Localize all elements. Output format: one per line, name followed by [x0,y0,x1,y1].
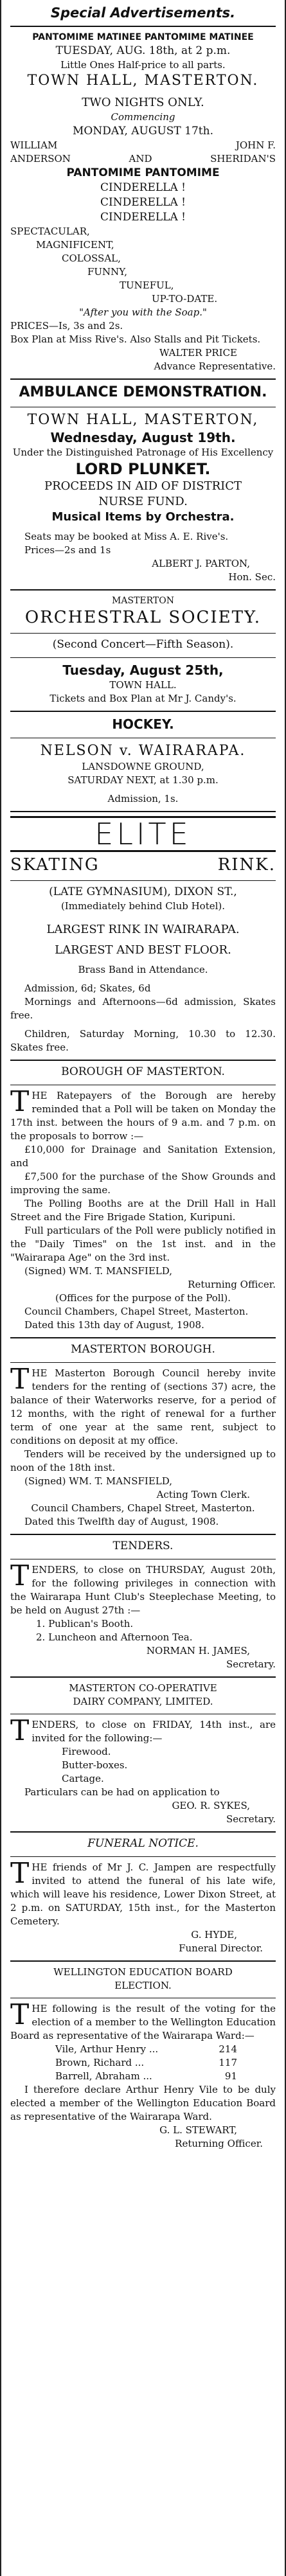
dropcap: T [10,1998,30,2031]
vote-row [10,2070,276,2083]
borough-offices: (Offices for the purpose of the Poll). [55,1292,231,1304]
soap-quote: "After you with the Soap." [79,306,207,318]
election-notice [10,1966,276,2151]
half-price-note: Little Ones Half-price to all parts. [60,59,226,71]
borough-tender-body [10,1363,276,1448]
election-sign: G. L. STEWART, [159,2124,237,2136]
hunt-tender-item-2: 2. Luncheon and Afternoon Tea. [36,1631,193,1643]
dropcap: T [10,1363,30,1396]
divider [10,1060,276,1061]
election-body [10,1998,276,2043]
borough-poll-intro-text: HE Ratepayers of the Borough are hereby reminded that a Poll will be taken on Monday the 17th inst. between the hours of 9 a.m. and 7 p.m. on the proposals to borrow :— [10,1090,276,1142]
orchestral-advert [10,594,276,706]
pantomime-advert [10,31,276,373]
box-plan: Box Plan at Miss Rive's. Also Stalls and Pit Tickets. [10,333,261,345]
dropcap: T [10,1857,30,1890]
ambulance-prices: Prices—2s and 1s [24,544,111,556]
dairy-particulars: Particulars can be had on application to [24,1786,220,1798]
hockey-advert [10,716,276,806]
matinee-date: TUESDAY, AUG. 18th, at 2 p.m. [55,44,231,57]
dairy-tenders-notice [10,1682,276,1826]
borough-tender-role: Acting Town Clerk. [156,1489,250,1500]
dropcap: T [10,1559,30,1592]
presenter-first-surname: ANDERSON [10,153,71,164]
ambulance-advert [10,384,276,584]
elite-admission-2: Mornings and Afternoons—6d admission, Skates free. [10,996,276,1021]
adjective-2: MAGNIFICENT, [36,239,114,251]
presenter-second-name: JOHN F. [235,139,276,151]
show-title-3: CINDERELLA ! [100,211,186,224]
elite-floor: LARGEST AND BEST FLOOR. [55,943,231,957]
adjective-5: TUNEFUL, [120,280,174,291]
orchestral-concert: (Second Concert—Fifth Season). [52,638,234,651]
elite-admission-1: Admission, 6d; Skates, 6d [24,982,151,994]
ambulance-signature-role: Hon. Sec. [228,571,276,583]
dairy-sign: GEO. R. SYKES, [172,1800,250,1811]
dairy-title-2: DAIRY COMPANY, LIMITED. [73,1696,213,1707]
candidate-name: Brown, Richard ... [55,2057,145,2068]
divider [10,1676,276,1678]
borough-poll-intro [10,1085,276,1143]
borough-tender-body-text: HE Masterton Borough Council hereby invite tenders for the renting of (sections 37) acre, the balance of their Waterworks reserve, for a period of 12 months, with the right of renewal for a further term of one year at the same rent, subject to conditions on deposit at my office. [10,1367,276,1446]
dropcap: T [10,1714,30,1747]
election-results [10,2043,276,2083]
borough-tender-chambers: Council Chambers, Chapel Street, Masterton. [31,1502,255,1514]
show-title-2: CINDERELLA ! [100,196,186,209]
borough-tender-dated: Dated this Twelfth day of August, 1908. [24,1516,219,1527]
elite-late: (LATE GYMNASIUM), DIXON ST., [49,885,237,898]
orchestral-town: MASTERTON [112,596,174,606]
hunt-tenders-title: TENDERS. [112,1540,174,1552]
candidate-votes: 214 [219,2043,237,2055]
funeral-role: Funeral Director. [179,1942,263,1954]
ambulance-seats: Seats may be booked at Miss A. E. Rive's. [24,531,229,542]
pantomime-venue: TOWN HALL, MASTERTON. [27,73,259,89]
elite-behind: (Immediately behind Club Hotel). [60,900,226,912]
hunt-tenders-body-text: ENDERS, to close on THURSDAY, August 20th, for the following privileges in connection with the Wairarapa Hunt Club's Steeplechase Meeting, to be held on August 27th :— [10,1564,276,1616]
advance-agent: WALTER PRICE [159,347,237,359]
ambulance-title: AMBULANCE DEMONSTRATION. [19,384,267,400]
funeral-title: FUNERAL NOTICE. [87,1837,199,1850]
candidate-votes: 91 [224,2070,237,2082]
divider [10,1534,276,1535]
orchestral-title: ORCHESTRAL SOCIETY. [24,608,262,627]
dairy-item-2: Butter-boxes. [62,1759,128,1771]
dairy-body [10,1714,276,1747]
dairy-item-1: Firewood. [62,1746,111,1757]
election-role: Returning Officer. [175,2138,263,2149]
borough-loan-1: £10,000 for Drainage and Sanitation Extension, and [10,1144,276,1169]
advance-agent-role: Advance Representative. [154,360,276,372]
hunt-tenders-notice [10,1539,276,1671]
elite-skating-rink-row [10,855,276,875]
pantomime-matinee-line: PANTOMIME MATINEE PANTOMIME MATINEE [32,32,254,42]
commencing-label: Commencing [111,111,175,123]
orchestral-date: Tuesday, August 25th, [62,662,224,678]
vote-row [10,2043,276,2056]
borough-signed-role: Returning Officer. [188,1279,276,1290]
presenter-second-surname: SHERIDAN'S [210,153,276,164]
hockey-admission: Admission, 1s. [107,793,179,804]
pantomime-date: MONDAY, AUGUST 17th. [73,125,213,138]
show-type: PANTOMIME PANTOMIME [66,166,220,179]
hockey-ground: LANSDOWNE GROUND, [82,761,204,772]
elite-rink: RINK. [217,855,276,875]
borough-dated: Dated this 13th day of August, 1908. [24,1319,204,1331]
hockey-match: NELSON v. WAIRARAPA. [40,743,246,759]
adjective-4: FUNNY, [87,266,128,278]
divider [10,811,276,812]
borough-signed: (Signed) WM. T. MANSFIELD, [24,1265,173,1277]
presenters-and: AND [129,153,152,164]
candidate-votes: 117 [219,2057,237,2068]
hunt-tenders-role: Secretary. [226,1658,276,1670]
elite-banner [10,816,276,852]
election-body-text: HE following is the result of the voting for the election of a member to the Wellington Education Board as representative of the Wairarapa Ward:— [10,2003,276,2041]
presenter-first-name: WILLIAM [10,139,58,151]
borough-tender-deadline: Tenders will be received by the undersigned up to noon of the 18th inst. [10,1448,276,1473]
orchestral-tickets: Tickets and Box Plan at Mr J. Candy's. [49,693,237,704]
divider [10,1831,276,1833]
hunt-tenders-sign: NORMAN H. JAMES, [146,1645,250,1657]
hockey-title: HOCKEY. [112,716,174,732]
ambulance-proceeds-2: NURSE FUND. [98,495,188,508]
adjective-6: UP-TO-DATE. [152,293,218,305]
election-title-1: WELLINGTON EDUCATION BOARD [53,1966,233,1978]
orchestral-venue: TOWN HALL. [109,679,177,691]
elite-advert [10,816,276,1054]
ambulance-music: Musical Items by Orchestra. [51,510,235,524]
ambulance-venue: TOWN HALL, MASTERTON, [27,412,259,428]
divider [10,711,276,712]
candidate-name: Vile, Arthur Henry ... [55,2043,159,2055]
elite-skating: SKATING [10,855,100,875]
dairy-body-text: ENDERS, to close on FRIDAY, 14th inst., are invited for the following:— [31,1719,276,1744]
candidate-name: Barrell, Abraham ... [55,2070,152,2082]
election-declaration: I therefore declare Arthur Henry Vile to be duly elected a member of the Wellington Education Board as representative of the Wairarapa Ward. [10,2084,276,2122]
borough-poll-notice [10,1065,276,1332]
masthead-title: Special Advertisements. [50,5,236,21]
ambulance-lord: LORD PLUNKET. [75,460,211,478]
ambulance-date: Wednesday, August 19th. [50,430,236,445]
funeral-body-text: HE friends of Mr J. C. Jampen are respectfully invited to attend the funeral of his late wife, which will leave his residence, Lower Dixon Street, at 2 p.m. on SATURDAY, 15th inst., for the Masterton Cemetery. [10,1861,276,1927]
vote-row [10,2056,276,2070]
borough-tender-title: MASTERTON BOROUGH. [71,1343,215,1356]
divider [10,589,276,591]
hunt-tenders-body [10,1559,276,1617]
ambulance-patronage: Under the Distinguished Patronage of His Excellency [12,447,274,458]
divider [10,1960,276,1962]
pantomime-prices: PRICES—Is, 3s and 2s. [10,320,123,332]
dairy-item-3: Cartage. [62,1773,104,1784]
divider [10,26,276,27]
dropcap: T [10,1085,30,1118]
borough-tender-notice [10,1342,276,1529]
elite-band: Brass Band in Attendance. [78,964,208,975]
borough-particulars: Full particulars of the Poll were publicly notified in the "Daily Times" on the 1st inst. and in the "Wairarapa Age" on the 3rd inst. [10,1225,276,1263]
hockey-when: SATURDAY NEXT, at 1.30 p.m. [67,774,219,786]
ambulance-proceeds-1: PROCEEDS IN AID OF DISTRICT [44,479,242,493]
presenters-row-1 [10,139,276,152]
borough-chambers: Council Chambers, Chapel Street, Masterton. [24,1306,249,1317]
borough-loan-2: £7,500 for the purchase of the Show Grounds and improving the same. [10,1171,276,1196]
adjective-1: SPECTACULAR, [10,226,90,237]
show-title-1: CINDERELLA ! [100,181,186,194]
hunt-tender-item-1: 1. Publican's Booth. [36,1618,134,1630]
presenters-row-2 [10,152,276,166]
funeral-sign: G. HYDE, [191,1929,237,1941]
borough-tender-signed: (Signed) WM. T. MANSFIELD, [24,1475,173,1487]
borough-booths: The Polling Booths are at the Drill Hall in Hall Street and the Fire Brigade Station, Kuripuni. [10,1198,276,1223]
ambulance-signature: ALBERT J. PARTON, [152,558,250,569]
funeral-notice [10,1836,276,1955]
adjective-3: COLOSSAL, [62,253,121,264]
borough-poll-title: BOROUGH OF MASTERTON. [61,1065,225,1078]
election-title-2: ELECTION. [114,1980,172,1991]
two-nights-only: TWO NIGHTS ONLY. [82,96,204,109]
funeral-body [10,1857,276,1928]
divider [10,378,276,380]
divider [10,1337,276,1338]
elite-title: ELITE [94,817,192,851]
dairy-title-1: MASTERTON CO-OPERATIVE [69,1682,217,1694]
dairy-role: Secretary. [226,1813,276,1825]
elite-children: Children, Saturday Morning, 10.30 to 12.30. Skates free. [10,1028,276,1053]
elite-largest: LARGEST RINK IN WAIRARAPA. [46,923,240,936]
